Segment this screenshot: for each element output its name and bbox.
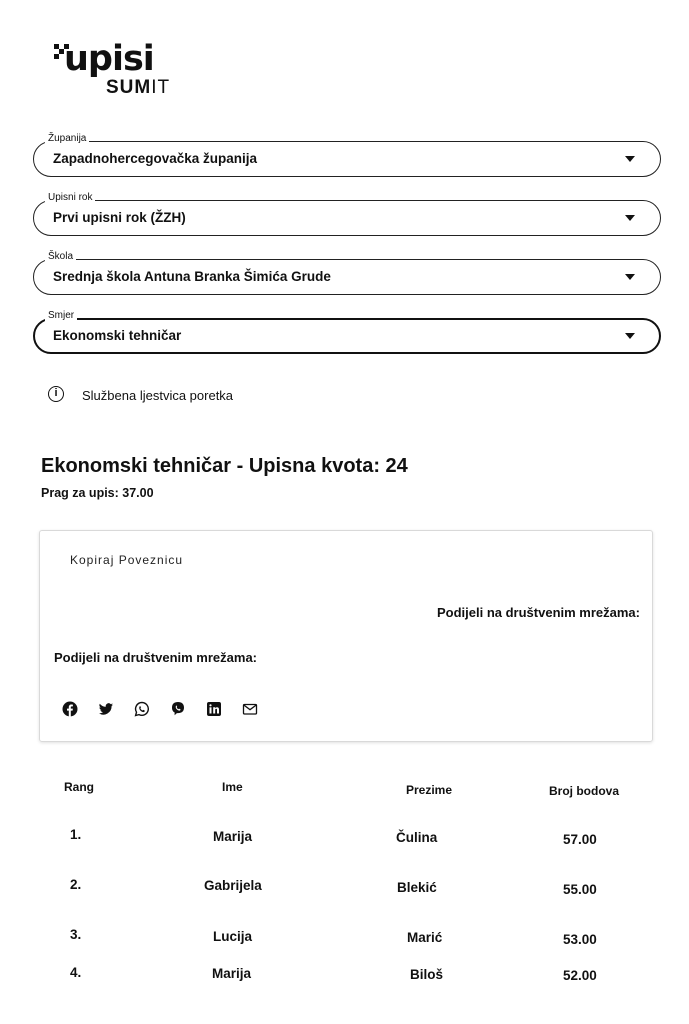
row-first-name: Gabrijela [204, 878, 262, 893]
linkedin-icon[interactable] [206, 701, 222, 717]
column-header-points: Broj bodova [549, 784, 620, 798]
official-ranking-label: Službena ljestvica poretka [82, 388, 234, 403]
row-last-name: Marić [407, 930, 443, 945]
twitter-icon[interactable] [98, 701, 114, 717]
county-select-value: Zapadnohercegovačka županija [53, 151, 258, 166]
row-rank: 2. [70, 877, 82, 892]
share-card [39, 530, 653, 742]
county-select[interactable] [33, 133, 661, 177]
chevron-down-icon[interactable] [625, 333, 635, 339]
row-rank: 1. [70, 827, 82, 842]
enrollment-period-value: Prvi upisni rok (ŽZH) [53, 210, 186, 225]
column-header-first-name: Ime [222, 780, 243, 794]
column-header-last-name: Prezime [406, 783, 453, 797]
school-select-label: Škola [45, 251, 76, 263]
enrollment-threshold: Prag za upis: 37.00 [41, 486, 154, 500]
info-icon: i [48, 386, 64, 402]
row-first-name: Lucija [213, 929, 253, 944]
row-rank: 4. [70, 965, 82, 980]
county-select-label: Županija [45, 133, 89, 145]
whatsapp-icon[interactable] [134, 701, 150, 717]
row-points: 57.00 [563, 832, 597, 847]
row-first-name: Marija [213, 829, 253, 844]
enrollment-period-label: Upisni rok [45, 192, 95, 204]
facebook-icon[interactable] [62, 701, 78, 717]
upisi-sumit-logo[interactable] [54, 40, 194, 100]
share-label-left: Podijeli na društvenim mrežama: [54, 650, 258, 665]
row-last-name: Čulina [396, 830, 438, 845]
row-points: 53.00 [563, 932, 597, 947]
chevron-down-icon[interactable] [625, 274, 635, 280]
program-select[interactable] [33, 310, 661, 354]
chevron-down-icon[interactable] [625, 215, 635, 221]
program-select-label: Smjer [45, 310, 77, 322]
program-select-value: Ekonomski tehničar [53, 328, 182, 343]
row-points: 55.00 [563, 882, 597, 897]
enrollment-period-select[interactable] [33, 192, 661, 236]
email-icon[interactable] [242, 701, 258, 717]
logo-wordmark: upisi [64, 39, 154, 79]
share-label-right: Podijeli na društvenim mrežama: [436, 605, 640, 620]
copy-link-button[interactable]: Kopiraj Poveznicu [70, 553, 184, 567]
row-last-name: Blekić [397, 880, 437, 895]
program-heading: Ekonomski tehničar - Upisna kvota: 24 [41, 455, 408, 477]
chevron-down-icon[interactable] [625, 156, 635, 162]
viber-icon[interactable] [170, 701, 186, 717]
row-last-name: Biloš [410, 967, 444, 982]
row-rank: 3. [70, 927, 82, 942]
logo-subtitle: SUMIT [106, 77, 171, 98]
column-header-rank: Rang [64, 780, 94, 794]
row-first-name: Marija [212, 966, 252, 981]
school-select[interactable] [33, 251, 661, 295]
school-select-value: Srednja škola Antuna Branka Šimića Grude [53, 269, 331, 284]
row-points: 52.00 [563, 968, 597, 983]
